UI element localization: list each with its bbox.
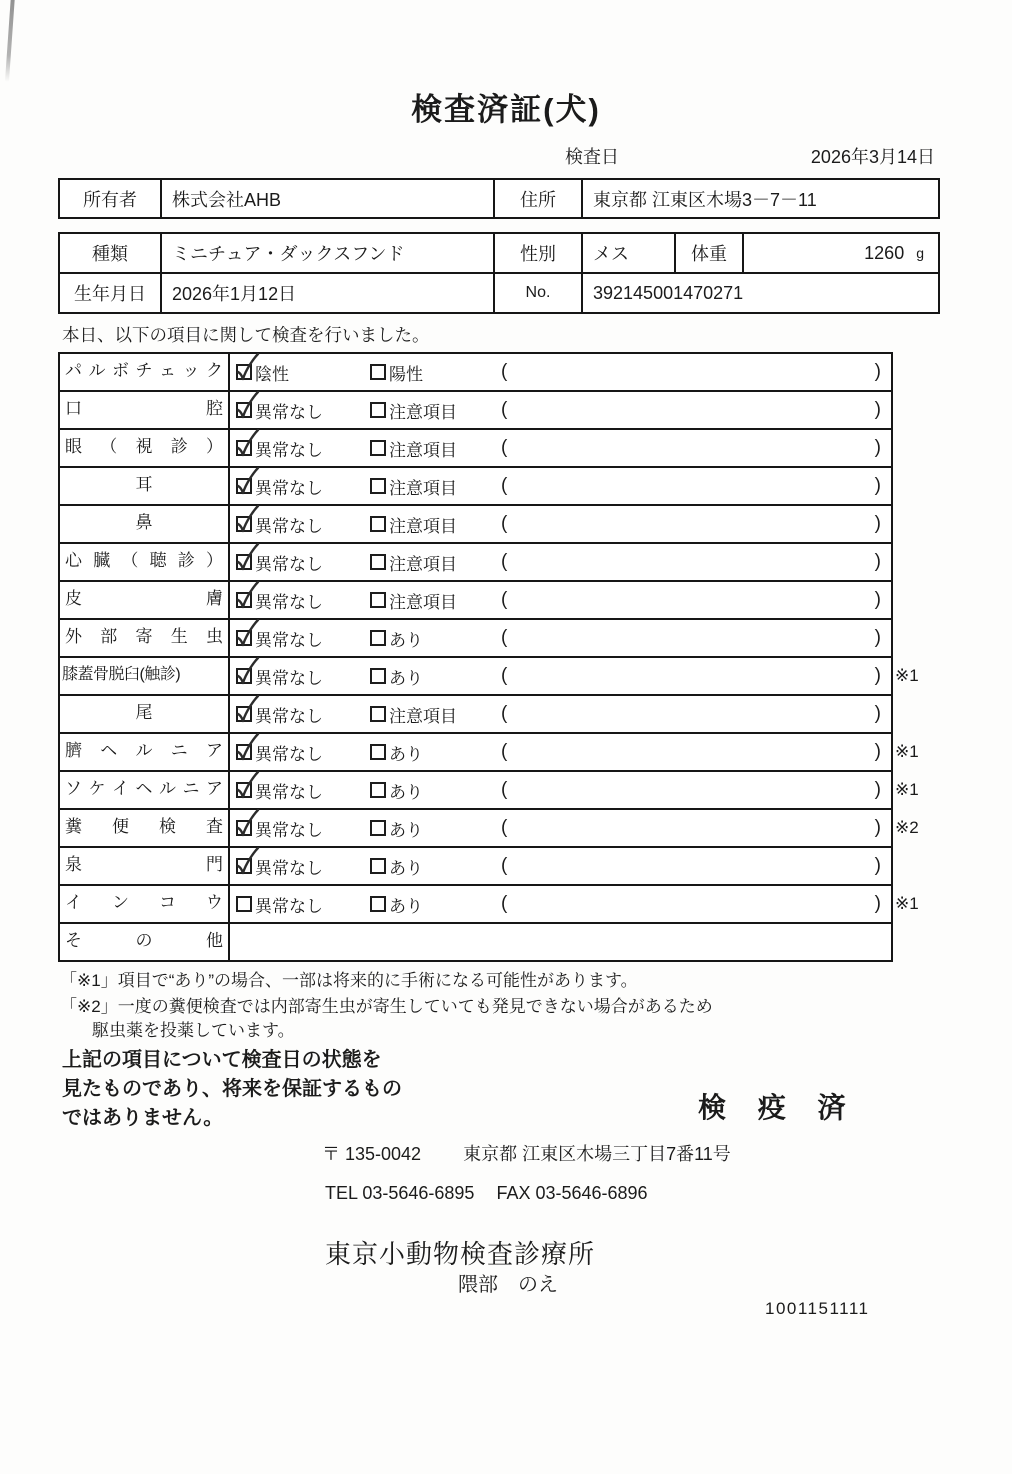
primary-option (236, 360, 370, 385)
table-row (60, 542, 891, 580)
footnote-1: 「※1」項目で“あり”の場合、一部は将来的に手術になる可能性があります。 (60, 971, 638, 990)
id-number-value: 392145001470271 (593, 282, 744, 303)
primary-option (236, 854, 370, 879)
table-row (60, 922, 891, 960)
primary-option (236, 702, 370, 727)
secondary-option (370, 474, 501, 499)
checkbox-primary (236, 364, 252, 380)
paren-open: ( (501, 779, 508, 800)
checkbox-secondary (370, 706, 386, 722)
exam-item-label: 鼻 (60, 506, 230, 542)
examination-table (58, 352, 919, 962)
primary-option (236, 816, 370, 841)
weight-label: 体重 (676, 234, 744, 272)
checkbox-secondary (370, 592, 386, 608)
checkbox-secondary (370, 516, 386, 532)
secondary-option (370, 778, 501, 803)
paren-close: ) (874, 513, 881, 534)
checkbox-primary (236, 668, 252, 684)
row-footnote-marker: ※1 (895, 780, 919, 799)
checkbox-secondary (370, 554, 386, 570)
checkbox-primary (236, 858, 252, 874)
secondary-option (370, 816, 501, 841)
check-mark-icon (234, 391, 260, 421)
option-label: 異常なし (255, 706, 323, 726)
clinic-street-address: 東京都 江東区木場三丁目7番11号 (463, 1144, 731, 1164)
checkbox-secondary (370, 478, 386, 494)
checkbox-primary (236, 782, 252, 798)
checkbox-secondary (370, 668, 386, 684)
paren-open: ( (501, 589, 508, 610)
check-mark-icon (234, 847, 260, 877)
option-label: 異常なし (255, 630, 323, 650)
checkbox-secondary (370, 820, 386, 836)
paren-open: ( (501, 893, 508, 914)
checkbox-primary (236, 820, 252, 836)
paren-close: ) (874, 551, 881, 572)
option-label: あり (389, 744, 423, 764)
option-label: あり (389, 782, 423, 802)
table-row (60, 808, 919, 846)
exam-item-label: 糞 便 検 査 (60, 810, 230, 846)
option-label: 注意項目 (389, 440, 457, 460)
checkbox-primary (236, 706, 252, 722)
owner-address-label: 住所 (495, 180, 583, 217)
checkbox-secondary (370, 858, 386, 874)
option-label: 異常なし (255, 896, 323, 916)
disclaimer-line: ではありません。 (62, 1107, 224, 1129)
primary-option (236, 892, 370, 917)
paren-close: ) (874, 589, 881, 610)
row-footnote-marker: ※1 (895, 666, 919, 685)
option-label: 注意項目 (389, 592, 457, 612)
primary-option (236, 626, 370, 651)
option-label: 異常なし (255, 858, 323, 878)
option-label: 異常なし (255, 516, 323, 536)
exam-item-label: ソ ケ イ ヘ ル ニ ア (60, 772, 230, 808)
option-label: 陰性 (255, 364, 289, 384)
option-label: 異常なし (255, 592, 323, 612)
breed-value: ミニチュア・ダックスフンド (162, 234, 495, 272)
paren-close: ) (874, 855, 881, 876)
secondary-option (370, 588, 501, 613)
checkbox-primary (236, 896, 252, 912)
table-row (60, 656, 919, 694)
disclaimer-line: 上記の項目について検査日の状態を (62, 1049, 382, 1071)
option-label: 異常なし (255, 440, 323, 460)
exam-item-label: 心 臓 （ 聴 診 ） (60, 544, 230, 580)
id-number-label: No. (495, 274, 583, 312)
check-mark-icon (234, 429, 260, 459)
checkbox-primary (236, 554, 252, 570)
paren-open: ( (501, 475, 508, 496)
primary-option (236, 474, 370, 499)
secondary-option (370, 398, 501, 423)
paren-close: ) (874, 399, 881, 420)
paren-open: ( (501, 817, 508, 838)
checkbox-secondary (370, 364, 386, 380)
table-row (60, 732, 919, 770)
table-row (60, 428, 891, 466)
clinic-contact-line (325, 1183, 648, 1204)
check-mark-icon (234, 581, 260, 611)
paren-close: ) (874, 741, 881, 762)
owner-label: 所有者 (60, 180, 162, 217)
clinic-address-line (322, 1140, 731, 1166)
checkbox-secondary (370, 630, 386, 646)
clinic-fax: FAX 03-5646-6896 (496, 1183, 648, 1203)
row-footnote-marker: ※2 (895, 818, 919, 837)
check-mark-icon (234, 657, 260, 687)
disclaimer (62, 1046, 402, 1133)
option-label: 異常なし (255, 744, 323, 764)
weight-unit: g (916, 245, 924, 261)
check-mark-icon (234, 353, 260, 383)
check-mark-icon (234, 543, 260, 573)
paren-open: ( (501, 855, 508, 876)
checkbox-primary (236, 440, 252, 456)
footnote-2-line2: 駆虫薬を投薬しています。 (92, 1021, 295, 1040)
table-row (60, 354, 891, 390)
check-mark-icon (234, 771, 260, 801)
table-row (60, 884, 919, 922)
exam-item-label: パ ル ボ チ ェ ッ ク (60, 354, 230, 390)
paren-open: ( (501, 513, 508, 534)
paren-close: ) (874, 703, 881, 724)
breed-row (60, 234, 938, 272)
intro-sentence: 本日、以下の項目に関して検査を行いました。 (62, 325, 430, 345)
inspection-date-row (565, 143, 935, 169)
primary-option (236, 588, 370, 613)
inspection-date-value: 2026年3月14日 (810, 147, 935, 167)
option-label: あり (389, 630, 423, 650)
paren-open: ( (501, 399, 508, 420)
check-mark-icon (234, 467, 260, 497)
check-mark-icon (234, 733, 260, 763)
weight-cell (744, 234, 938, 272)
weight-value: 1260 (864, 242, 905, 263)
exam-item-label: 眼 （ 視 診 ） (60, 430, 230, 466)
paren-close: ) (874, 893, 881, 914)
primary-option (236, 664, 370, 689)
secondary-option (370, 626, 501, 651)
paren-close: ) (874, 437, 881, 458)
checkbox-secondary (370, 896, 386, 912)
primary-option (236, 398, 370, 423)
option-label: 注意項目 (389, 706, 457, 726)
checkbox-primary (236, 516, 252, 532)
checkbox-secondary (370, 402, 386, 418)
exam-item-label: 外 部 寄 生 虫 (60, 620, 230, 656)
secondary-option (370, 740, 501, 765)
paren-open: ( (501, 551, 508, 572)
checkbox-primary (236, 630, 252, 646)
secondary-option (370, 550, 501, 575)
exam-item-label: イ ン コ ウ (60, 886, 230, 922)
sex-value: メス (583, 234, 676, 272)
table-row (60, 504, 891, 542)
option-label: 注意項目 (389, 516, 457, 536)
table-row (60, 390, 891, 428)
birth-row (60, 272, 938, 312)
paren-open: ( (501, 437, 508, 458)
table-row (60, 770, 919, 808)
check-mark-icon (234, 619, 260, 649)
secondary-option (370, 360, 501, 385)
sex-label: 性別 (495, 234, 583, 272)
paren-open: ( (501, 741, 508, 762)
footnote-2-line1: 「※2」一度の糞便検査では内部寄生虫が寄生していても発見できない場合があるため (60, 997, 713, 1016)
primary-option (236, 550, 370, 575)
check-mark-icon (234, 505, 260, 535)
exam-item-label: 皮 膚 (60, 582, 230, 618)
secondary-option (370, 892, 501, 917)
primary-option (236, 778, 370, 803)
table-row (60, 466, 891, 504)
table-row (60, 618, 891, 656)
option-label: 異常なし (255, 478, 323, 498)
table-row (60, 580, 891, 618)
owner-name: 株式会社AHB (162, 180, 495, 217)
breed-label: 種類 (60, 234, 162, 272)
disclaimer-line: 見たものであり、将来を保証するもの (62, 1078, 402, 1100)
exam-item-label: 口 腔 (60, 392, 230, 428)
paren-close: ) (874, 475, 881, 496)
checkbox-primary (236, 744, 252, 760)
check-mark-icon (234, 695, 260, 725)
row-footnote-marker: ※1 (895, 894, 919, 913)
table-row (60, 694, 891, 732)
paren-close: ) (874, 665, 881, 686)
page-title: 検査済証(犬) (411, 92, 601, 127)
exam-item-label: 尾 (60, 696, 230, 732)
secondary-option (370, 436, 501, 461)
primary-option (236, 512, 370, 537)
owner-address-value: 東京都 江東区木場3－7－11 (593, 189, 817, 210)
option-label: あり (389, 668, 423, 688)
scan-edge-artifact (5, 0, 15, 82)
checkbox-primary (236, 478, 252, 494)
option-label: あり (389, 896, 423, 916)
checkbox-primary (236, 592, 252, 608)
option-label: 注意項目 (389, 554, 457, 574)
option-label: 異常なし (255, 668, 323, 688)
primary-option (236, 436, 370, 461)
clinic-tel: TEL 03-5646-6895 (325, 1183, 475, 1203)
paren-open: ( (501, 703, 508, 724)
checkbox-secondary (370, 744, 386, 760)
exam-item-label: 耳 (60, 468, 230, 504)
exam-item-label: 泉 門 (60, 848, 230, 884)
paren-close: ) (874, 817, 881, 838)
paren-open: ( (501, 665, 508, 686)
serial-number: 1001151111 (765, 1299, 870, 1318)
secondary-option (370, 512, 501, 537)
exam-item-label: 膝蓋骨脱臼(触診) (60, 658, 230, 694)
option-label: 異常なし (255, 402, 323, 422)
option-label: 陽性 (389, 364, 423, 384)
examiner-name: 隈部 のえ (458, 1274, 558, 1296)
paren-close: ) (874, 361, 881, 382)
option-label: 異常なし (255, 782, 323, 802)
owner-table (58, 178, 940, 219)
clinic-postal-code: 〒 135-0042 (322, 1144, 422, 1164)
exam-item-label: そ の 他 (60, 924, 230, 960)
animal-info-table (58, 232, 940, 314)
birthdate-label: 生年月日 (60, 274, 162, 312)
paren-open: ( (501, 361, 508, 382)
row-footnote-marker: ※1 (895, 742, 919, 761)
option-label: あり (389, 820, 423, 840)
checkbox-secondary (370, 782, 386, 798)
paren-close: ) (874, 779, 881, 800)
table-row (60, 846, 891, 884)
secondary-option (370, 664, 501, 689)
option-label: 異常なし (255, 820, 323, 840)
paren-open: ( (501, 627, 508, 648)
quarantine-passed-stamp: 検 疫 済 (698, 1092, 858, 1123)
option-label: 注意項目 (389, 478, 457, 498)
secondary-option (370, 854, 501, 879)
option-label: 注意項目 (389, 402, 457, 422)
exam-item-label: 臍 ヘ ル ニ ア (60, 734, 230, 770)
checkbox-secondary (370, 440, 386, 456)
birthdate-value: 2026年1月12日 (162, 274, 495, 312)
inspection-date-label: 検査日 (565, 147, 619, 167)
check-mark-icon (234, 809, 260, 839)
paren-close: ) (874, 627, 881, 648)
secondary-option (370, 702, 501, 727)
option-label: あり (389, 858, 423, 878)
primary-option (236, 740, 370, 765)
option-label: 異常なし (255, 554, 323, 574)
checkbox-primary (236, 402, 252, 418)
clinic-name: 東京小動物検査診療所 (325, 1239, 596, 1269)
